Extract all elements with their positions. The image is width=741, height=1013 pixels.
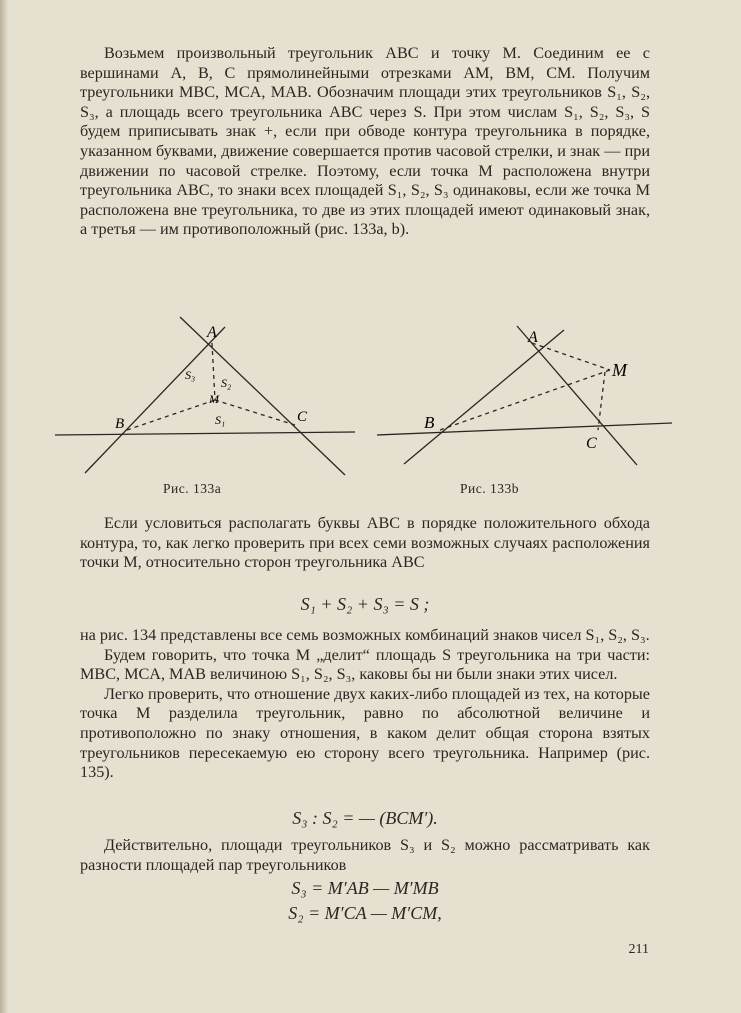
paragraph-1: Возьмем произвольный треугольник ABC и точку M. Соединим ее с вершинами A, B, C прямолинейными отрезками AM, BM, CM. Получим треугольники MBC, MCA, MAB. Обозначим площади этих треугольников S₁, S₂, S₃, а площадь всего треугольника ABC через S. При этом числам S₁, S₂, S₃, S будем приписывать знак +, если при обводе контура треугольника в порядке, указанном буквами, движение совершается против часовой стрелки, и знак — при движении по часовой стрелке. Поэтому, если точка M расположена внутри треугольника ABC, то знаки всех площадей S₁, S₂, S₃ одинаковы, если же точка M расположена вне треугольника, то две из этих площадей имеют одинаковый знак, а третья — им противоположный (рис. 133a, b).: [80, 44, 650, 239]
formula-sum: S₁ + S₂ + S₃ = S ;: [300, 594, 430, 614]
caption-133a: Рис. 133a: [163, 481, 222, 496]
paragraph-2: Если условиться располагать буквы ABC в порядке положительного обхода контура, то, как легко проверить при всех семи возможных случаях расположения точки M, относительно сторон треугольника ABC: [80, 514, 650, 572]
paragraph-orientation: [80, 514, 650, 573]
fig-a-line-ac: [180, 317, 345, 475]
figure-133a: [55, 305, 365, 495]
figure-133b: [372, 310, 672, 495]
fig-b-label-a: A: [528, 329, 538, 346]
fig-a-seg-cm: [215, 400, 295, 425]
fig-a-label-s2: S₂: [221, 376, 232, 390]
fig-b-line-ac: [517, 326, 637, 465]
paragraph-6: Действительно, площади треугольников S₃ и S₂ можно рассматривать как разности площадей пар треугольников: [80, 836, 650, 874]
page-number: 211: [628, 942, 649, 957]
fig-a-label-m: M: [209, 392, 219, 406]
paragraph-rest: [80, 626, 650, 783]
paragraph-3: на рис. 134 представлены все семь возможных комбинаций знаков чисел S₁, S₂, S₃.: [80, 626, 650, 644]
fig-a-line-ab: [85, 327, 225, 473]
paragraph-4: Будем говорить, что точка M „делит“ площадь S треугольника на три части: MBC, MCA, MAB величиною S₁, S₂, S₃, каковы бы ни были знаки этих чисел.: [80, 645, 650, 684]
caption-133b: Рис. 133b: [460, 481, 519, 496]
fig-b-label-m: M: [612, 360, 627, 380]
fig-b-seg-cm: [598, 372, 605, 430]
fig-a-label-b: B: [115, 416, 125, 432]
fig-a-label-a: A: [207, 324, 217, 341]
fig-a-label-s1: S₁: [215, 413, 226, 427]
fig-a-label-c: C: [297, 409, 308, 425]
paragraph-intro: [80, 44, 650, 240]
formula-ratio: S₃ : S₂ = — (BCM′).: [292, 808, 438, 828]
fig-b-label-b: B: [424, 413, 435, 432]
fig-a-label-s3: S₃: [185, 368, 196, 382]
fig-b-line-ab: [404, 330, 564, 464]
paragraph-5: Легко проверить, что отношение двух каких-либо площадей из тех, на которые точка M разделила треугольник, равно по абсолютной величине и противоположно по знаку отношения, в каком делит общая сторона взятых треугольников пересекаемую ею сторону всего треугольника. Например (рис. 135).: [80, 684, 650, 782]
formula-s2: S₂ = M′CA — M′CM,: [288, 903, 442, 923]
formula-s3: S₃ = M′AB — M′MB: [291, 878, 439, 898]
fig-b-label-c: C: [586, 435, 597, 452]
fig-b-seg-bm: [440, 370, 610, 430]
paragraph-final: [80, 836, 650, 875]
fig-a-line-bc: [55, 432, 355, 435]
page-binding-shadow: [0, 0, 8, 1013]
fig-b-line-bc: [377, 423, 672, 435]
